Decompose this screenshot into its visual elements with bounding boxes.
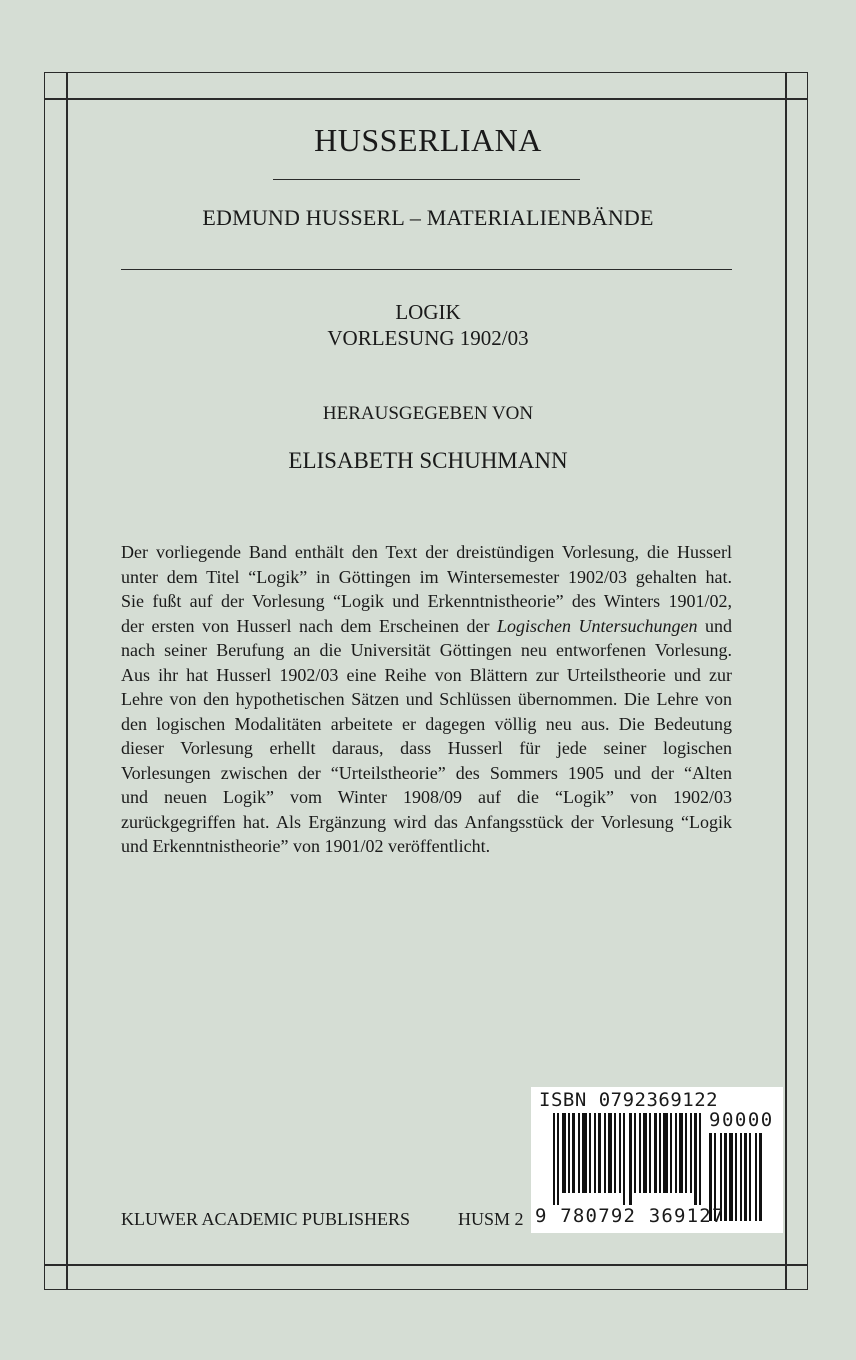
barcode-bar: [578, 1113, 580, 1193]
barcode-bar: [634, 1113, 636, 1193]
barcode-bar: [729, 1133, 733, 1221]
barcode-bar: [598, 1113, 601, 1193]
barcode-bar: [643, 1113, 647, 1193]
blurb-line-part: und: [697, 615, 732, 636]
barcode-bar: [670, 1113, 672, 1193]
blurb-line: Sie fußt auf der Vorlesung “Logik und Erkenntnistheorie” des Winters 1901/02,: [121, 591, 732, 611]
barcode-bar: [659, 1113, 661, 1193]
barcode-bar: [649, 1113, 651, 1193]
blurb-line: dieser Vorlesung erhellt daraus, dass Husserl für jede seiner logischen: [121, 738, 732, 758]
divider-short: [273, 179, 580, 180]
series-code: HUSM 2: [458, 1209, 524, 1229]
barcode-bar: [744, 1133, 747, 1221]
frame-line-top: [44, 98, 808, 100]
blurb-line-part: der ersten von Husserl nach dem Erscheinen der: [121, 615, 497, 636]
book-subtitle: VORLESUNG 1902/03: [327, 326, 529, 350]
blurb-italic-title: Logischen Untersuchungen: [496, 615, 698, 636]
barcode-bar: [690, 1113, 692, 1193]
frame-line-bottom: [44, 1264, 808, 1266]
barcode-bar: [562, 1113, 566, 1193]
barcode-bar: [740, 1133, 742, 1221]
barcode-bar: [749, 1133, 751, 1221]
publisher-name: KLUWER ACADEMIC PUBLISHERS: [121, 1209, 411, 1229]
barcode-bar: [582, 1113, 587, 1193]
barcode-bar: [614, 1113, 616, 1193]
blurb-line: Der vorliegende Band enthält den Text der dreistündigen Vorlesung, die Husserl: [121, 542, 732, 562]
barcode-bar: [623, 1113, 625, 1205]
barcode-bar: [679, 1113, 683, 1193]
editor-name: ELISABETH SCHUHMANN: [288, 448, 568, 473]
barcode-bar: [557, 1113, 559, 1205]
barcode-bar: [694, 1113, 697, 1205]
divider-long: [121, 269, 732, 270]
barcode-bar: [759, 1133, 762, 1221]
barcode-bar: [594, 1113, 596, 1193]
barcode-bar: [553, 1113, 555, 1205]
blurb-line: Lehre von den hypothetischen Sätzen und Schlüssen übernommen. Die Lehre von: [121, 689, 732, 709]
price-code-text: 90000: [709, 1109, 774, 1131]
barcode-bar: [619, 1113, 621, 1193]
barcode-bar: [629, 1113, 632, 1205]
barcode-bar: [639, 1113, 641, 1193]
barcode-bar: [735, 1133, 737, 1221]
blurb-line: Vorlesungen zwischen der “Urteilstheorie” des Sommers 1905 und der “Alten: [121, 762, 732, 783]
ean-digits: 9 780792 369127: [535, 1205, 725, 1227]
barcode-bar: [572, 1113, 575, 1193]
barcode-bar: [663, 1113, 668, 1193]
barcode-bar: [675, 1113, 677, 1193]
blurb-line: unter dem Titel “Logik” in Göttingen im Wintersemester 1902/03 gehalten hat.: [121, 566, 732, 587]
blurb-line: und neuen Logik” vom Winter 1908/09 auf die “Logik” von 1902/03: [121, 787, 732, 807]
isbn-text: ISBN 0792369122: [539, 1089, 719, 1111]
editor-label: HERAUSGEGEBEN VON: [322, 403, 534, 424]
frame-line-left: [66, 72, 68, 1290]
frame-line-right: [785, 72, 787, 1290]
barcode-bar: [608, 1113, 612, 1193]
blurb-text: [121, 540, 732, 859]
subseries-title: EDMUND HUSSERL – MATERIALIENBÄNDE: [202, 205, 654, 230]
blurb-line: Aus ihr hat Husserl 1902/03 eine Reihe von Blättern zur Urteilstheorie und zur: [121, 664, 732, 685]
series-title: HUSSERLIANA: [314, 122, 542, 158]
ean-barcode: [553, 1113, 703, 1205]
barcode-bar: [699, 1113, 701, 1205]
blurb-line: nach seiner Berufung an die Universität Göttingen neu entworfenen Vorlesung.: [121, 640, 732, 660]
barcode-bar: [589, 1113, 591, 1193]
book-title: LOGIK: [395, 300, 461, 324]
barcode-label: [531, 1087, 783, 1233]
barcode-bar: [604, 1113, 606, 1193]
barcode-bar: [685, 1113, 687, 1193]
barcode-bar: [568, 1113, 570, 1193]
barcode-bar: [654, 1113, 657, 1193]
blurb-line: [121, 614, 732, 639]
blurb-line: den logischen Modalitäten arbeitete er dagegen völlig neu aus. Die Bedeutung: [121, 713, 732, 734]
blurb-line: zurückgegriffen hat. Als Ergänzung wird das Anfangsstück der Vorlesung “Logik: [121, 811, 732, 832]
blurb-line: und Erkenntnistheorie” von 1901/02 veröffentlicht.: [121, 836, 491, 856]
barcode-bar: [755, 1133, 757, 1221]
